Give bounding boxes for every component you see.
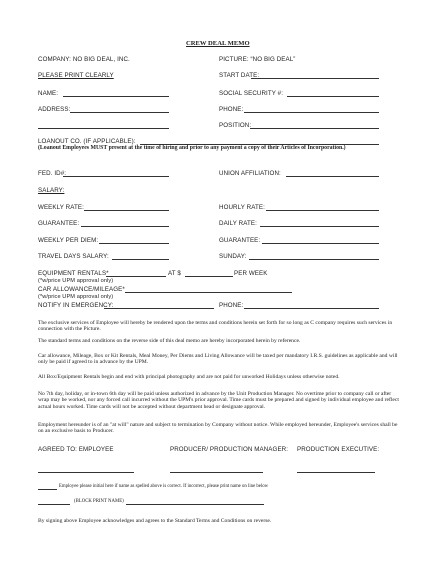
weekly-rate-field[interactable] xyxy=(84,210,169,211)
initial-field[interactable] xyxy=(38,489,57,490)
guarantee-field[interactable] xyxy=(81,226,169,227)
equipment-rentals-label: EQUIPMENT RENTALS* xyxy=(38,270,109,277)
guarantee-2-field[interactable] xyxy=(262,243,379,244)
company-label: COMPANY: NO BIG DEAL, INC. xyxy=(38,56,130,63)
travel-days-label: TRAVEL DAYS SALARY: xyxy=(38,253,109,260)
per-week-label: PER WEEK xyxy=(234,270,268,277)
sunday-label: SUNDAY: xyxy=(219,253,247,260)
block-print-name-label: (BLOCK PRINT NAME) xyxy=(74,499,124,504)
hourly-rate-field[interactable] xyxy=(266,210,379,211)
block-print-name-field[interactable] xyxy=(126,504,264,505)
terms-paragraph-overtime: No 7th day, holiday, or in-town 6th day will be paid unless authorized in advance by the Unit Production Manager. No overtime prior to company call or after wrap may be worked, nor any forced call incurred without the UPM's prior approval. Time cards must be prepared and signed by individual employee and reflect actual hours worked. Time cards will not be accepted without department head or designate approval. xyxy=(38,391,399,410)
initial-note: Employee please initial here if name as spelled above is correct. If incorrect, please print name on line below xyxy=(59,484,269,489)
daily-rate-field[interactable] xyxy=(260,226,379,227)
equipment-price-field[interactable] xyxy=(185,276,233,277)
loanout-label: LOANOUT CO. (IF APPLICABLE): xyxy=(38,138,136,145)
upm-approval-note-1: (*w/price UPM approval only) xyxy=(38,278,114,284)
phone-2-field[interactable] xyxy=(244,308,379,309)
producer-signature-field[interactable] xyxy=(170,472,263,473)
block-print-name-field-start[interactable] xyxy=(38,504,70,505)
weekly-per-diem-field[interactable] xyxy=(99,243,169,244)
social-security-field[interactable] xyxy=(287,96,379,97)
position-field[interactable] xyxy=(250,128,379,129)
address-label: ADDRESS: xyxy=(38,106,71,113)
terms-paragraph-taxes: Car allowance, Mileage, Box or Kit Rentals, Meal Money, Per Diems and Living Allowance will be taxed per mandatory I.R.S. guidelines as applicable and will only be paid if agreed to in advance by the UPM. xyxy=(38,353,398,366)
social-security-label: SOCIAL SECURITY #: xyxy=(219,90,284,97)
daily-rate-label: DAILY RATE: xyxy=(219,220,257,227)
producer-label: PRODUCER/ PRODUCTION MANAGER: xyxy=(170,446,289,453)
employee-signature-field[interactable] xyxy=(38,472,134,473)
name-label: NAME: xyxy=(38,90,59,97)
address-field[interactable] xyxy=(70,112,169,113)
weekly-rate-label: WEEKLY RATE: xyxy=(38,204,84,211)
terms-paragraph-services: The exclusive services of Employee will hereby be rendered upon the terms and conditions herein set forth for so long as C company requires such services in connection with the Picture. xyxy=(38,320,393,333)
start-date-label: START DATE: xyxy=(219,72,260,79)
terms-paragraph-employment: Employment hereunder is of an "at will" nature and subject to termination by Company without notice. While employed hereunder, Employee's services shall be on an exclusive basis to Producer. xyxy=(38,422,398,435)
address-field-line-2[interactable] xyxy=(38,128,169,129)
fed-id-label: FED. ID#: xyxy=(38,170,67,177)
union-label: UNION AFFILIATION: xyxy=(219,170,281,177)
equipment-at-label: AT $ xyxy=(168,270,181,277)
fed-id-field[interactable] xyxy=(63,176,169,177)
equipment-rentals-field[interactable] xyxy=(106,276,166,277)
final-acknowledgement: By signing above Employee acknowledges and agrees to the Standard Terms and Conditions on reverse. xyxy=(38,518,272,524)
terms-paragraph-reference: The standard terms and conditions on the reverse side of this deal memo are hereby incorporated herein by reference. xyxy=(38,338,301,344)
production-executive-label: PRODUCTION EXECUTIVE: xyxy=(297,446,380,453)
car-allowance-field[interactable] xyxy=(125,292,292,293)
picture-label: PICTURE: “NO BIG DEAL” xyxy=(219,56,296,63)
phone-2-label: PHONE: xyxy=(219,302,244,309)
car-allowance-label: CAR ALLOWANCE/MILEAGE* xyxy=(38,286,125,293)
salary-heading: SALARY: xyxy=(38,187,65,194)
agreed-employee-label: AGREED TO: EMPLOYEE xyxy=(38,446,114,453)
terms-paragraph-rentals: All Box/Equipment Rentals begin and end with principal photography and are not paid for unworked Holidays unless otherwise noted. xyxy=(38,374,340,380)
executive-signature-field[interactable] xyxy=(297,472,375,473)
travel-days-field[interactable] xyxy=(112,259,169,260)
phone-label: PHONE: xyxy=(219,106,244,113)
hourly-rate-label: HOURLY RATE: xyxy=(219,204,265,211)
please-print-heading: PLEASE PRINT CLEARLY xyxy=(38,72,114,79)
weekly-per-diem-label: WEEKLY PER DIEM: xyxy=(38,237,99,244)
notify-emergency-label: NOTIFY IN EMERGENCY: xyxy=(38,302,114,309)
guarantee-2-label: GUARANTEE: xyxy=(219,237,261,244)
position-label: POSITION: xyxy=(219,122,252,129)
notify-emergency-field[interactable] xyxy=(104,308,214,309)
form-title: CREW DEAL MEMO xyxy=(186,40,250,47)
upm-approval-note-2: (*w/price UPM approval only) xyxy=(38,294,114,300)
name-field[interactable] xyxy=(63,96,169,97)
union-field[interactable] xyxy=(286,176,379,177)
loanout-note: (Loanout Employees MUST present at the time of hiring and prior to any payment a copy of their Articles of Incorporation.) xyxy=(38,145,346,151)
start-date-field[interactable] xyxy=(251,78,379,79)
sunday-field[interactable] xyxy=(249,259,379,260)
guarantee-label: GUARANTEE: xyxy=(38,220,80,227)
phone-field[interactable] xyxy=(244,112,379,113)
